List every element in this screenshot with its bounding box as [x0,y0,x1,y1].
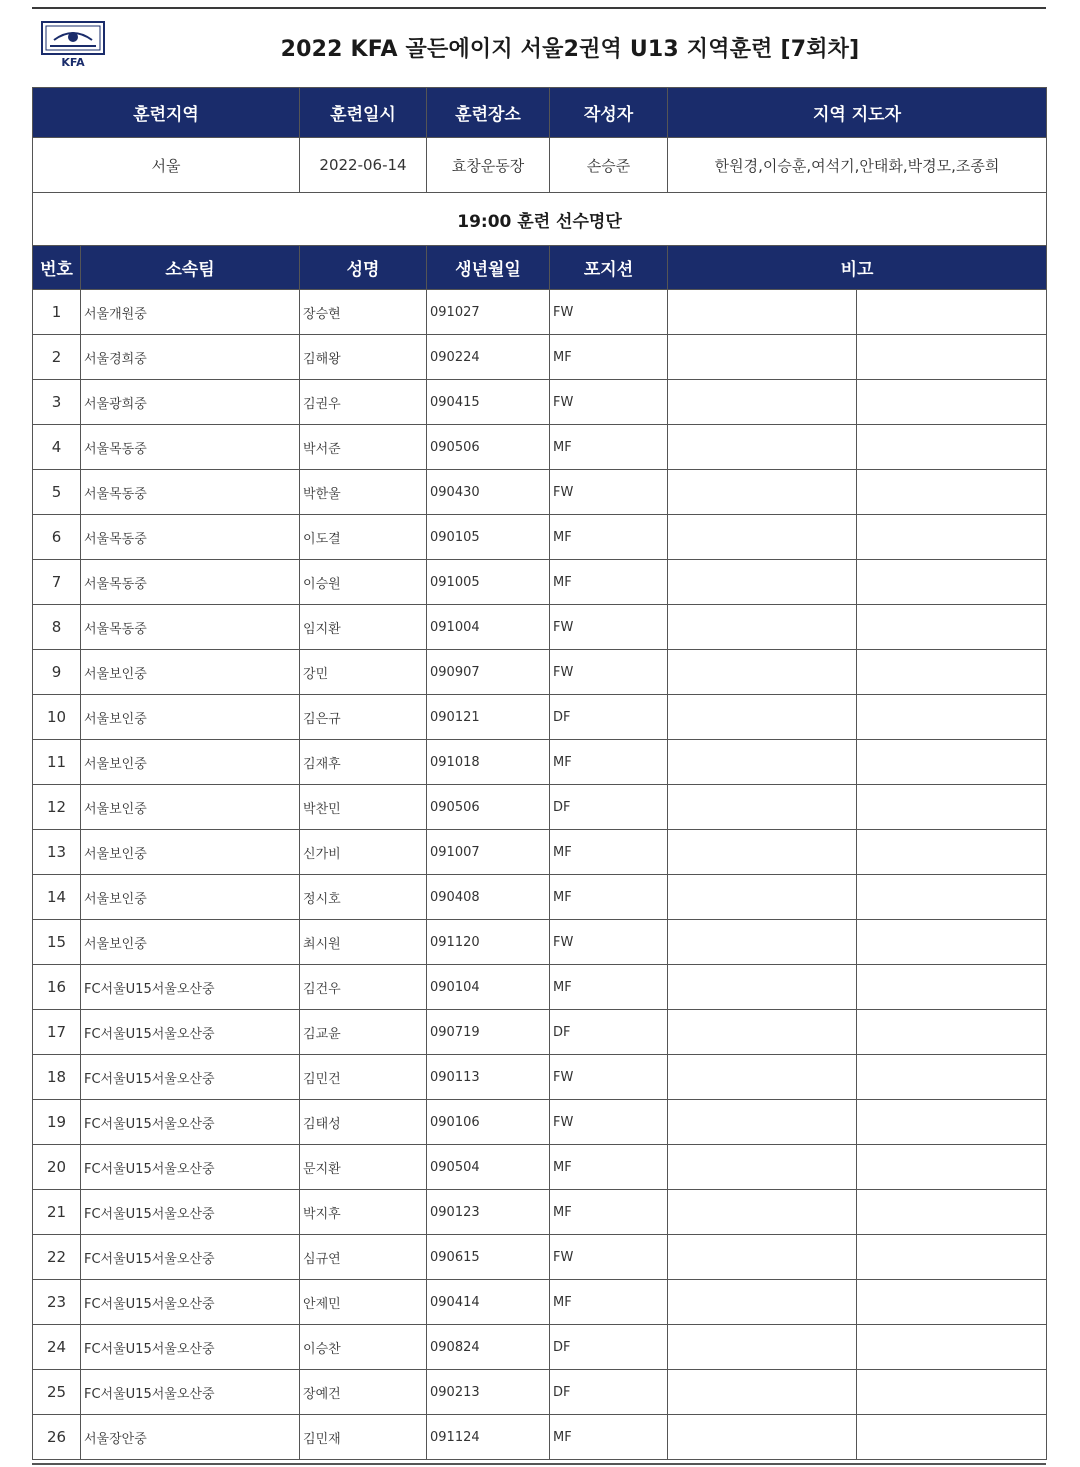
player-remark-2 [857,875,1047,920]
player-name: 안제민 [300,1280,427,1325]
player-position: FW [550,470,668,515]
player-name: 이승원 [300,560,427,605]
header-team: 소속팀 [81,246,300,290]
player-number: 25 [33,1370,81,1415]
player-position: MF [550,515,668,560]
player-name: 이도결 [300,515,427,560]
player-remark-2 [857,965,1047,1010]
logo-text: KFA [61,56,85,68]
table-row [33,560,1047,605]
player-remark-1 [668,1325,857,1370]
player-number: 19 [33,1100,81,1145]
header-venue: 훈련장소 [427,88,550,138]
player-birthdate: 090907 [427,650,550,695]
player-position: FW [550,380,668,425]
player-birthdate: 091124 [427,1415,550,1460]
player-number: 14 [33,875,81,920]
player-number: 1 [33,290,81,335]
player-number: 16 [33,965,81,1010]
player-team: 서울목동중 [81,560,300,605]
bottom-rule [32,1463,1046,1465]
player-number: 9 [33,650,81,695]
header-writer: 작성자 [550,88,668,138]
player-remark-1 [668,1100,857,1145]
player-birthdate: 090506 [427,785,550,830]
player-birthdate: 090415 [427,380,550,425]
player-remark-2 [857,695,1047,740]
header-name: 성명 [300,246,427,290]
player-birthdate: 090105 [427,515,550,560]
player-name: 강민 [300,650,427,695]
player-remark-2 [857,470,1047,515]
table-row [33,470,1047,515]
header-birthdate: 생년월일 [427,246,550,290]
info-row [33,138,1047,193]
player-team: FC서울U15서울오산중 [81,965,300,1010]
player-remark-2 [857,1055,1047,1100]
player-birthdate: 090506 [427,425,550,470]
info-header-row [33,88,1047,138]
player-team: FC서울U15서울오산중 [81,1055,300,1100]
player-remark-1 [668,1370,857,1415]
player-position: MF [550,335,668,380]
player-team: 서울보인중 [81,695,300,740]
player-remark-2 [857,785,1047,830]
roster-body [33,290,1047,1460]
player-team: 서울보인중 [81,875,300,920]
table-row [33,1145,1047,1190]
player-team: 서울목동중 [81,515,300,560]
player-remark-2 [857,1190,1047,1235]
player-number: 11 [33,740,81,785]
player-position: DF [550,1010,668,1055]
player-number: 8 [33,605,81,650]
player-team: FC서울U15서울오산중 [81,1145,300,1190]
player-remark-1 [668,695,857,740]
player-remark-1 [668,920,857,965]
player-remark-2 [857,1325,1047,1370]
player-team: 서울보인중 [81,830,300,875]
player-remark-2 [857,560,1047,605]
player-name: 김재후 [300,740,427,785]
player-number: 5 [33,470,81,515]
header-region: 훈련지역 [33,88,300,138]
player-position: MF [550,560,668,605]
player-team: 서울목동중 [81,605,300,650]
player-team: 서울보인중 [81,650,300,695]
player-remark-1 [668,335,857,380]
player-position: MF [550,965,668,1010]
player-team: 서울장안중 [81,1415,300,1460]
table-row [33,785,1047,830]
player-number: 6 [33,515,81,560]
player-number: 4 [33,425,81,470]
player-name: 김교윤 [300,1010,427,1055]
player-birthdate: 091120 [427,920,550,965]
kfa-logo [40,20,106,68]
player-remark-1 [668,1055,857,1100]
player-name: 심규연 [300,1235,427,1280]
player-birthdate: 090414 [427,1280,550,1325]
player-birthdate: 090106 [427,1100,550,1145]
player-team: FC서울U15서울오산중 [81,1010,300,1055]
table-row [33,1325,1047,1370]
player-birthdate: 090504 [427,1145,550,1190]
player-position: MF [550,740,668,785]
player-position: MF [550,425,668,470]
player-team: FC서울U15서울오산중 [81,1325,300,1370]
player-remark-2 [857,335,1047,380]
player-birthdate: 091004 [427,605,550,650]
player-birthdate: 090615 [427,1235,550,1280]
player-name: 김민재 [300,1415,427,1460]
player-number: 2 [33,335,81,380]
player-team: 서울보인중 [81,920,300,965]
player-remark-2 [857,290,1047,335]
table-row [33,965,1047,1010]
player-number: 15 [33,920,81,965]
player-remark-1 [668,380,857,425]
player-birthdate: 090719 [427,1010,550,1055]
table-row [33,1235,1047,1280]
table-row [33,335,1047,380]
player-number: 23 [33,1280,81,1325]
player-remark-1 [668,1145,857,1190]
table-row [33,1010,1047,1055]
player-team: 서울목동중 [81,470,300,515]
date-value: 2022-06-14 [300,138,427,193]
player-name: 문지환 [300,1145,427,1190]
table-row [33,1415,1047,1460]
player-remark-1 [668,650,857,695]
player-remark-1 [668,830,857,875]
player-remark-1 [668,425,857,470]
player-birthdate: 090824 [427,1325,550,1370]
player-number: 17 [33,1010,81,1055]
player-remark-1 [668,740,857,785]
player-position: MF [550,830,668,875]
player-remark-2 [857,1280,1047,1325]
player-team: FC서울U15서울오산중 [81,1235,300,1280]
player-team: 서울개원중 [81,290,300,335]
player-remark-2 [857,1010,1047,1055]
player-name: 임지환 [300,605,427,650]
player-number: 10 [33,695,81,740]
header-date: 훈련일시 [300,88,427,138]
player-name: 김태성 [300,1100,427,1145]
player-number: 7 [33,560,81,605]
player-number: 18 [33,1055,81,1100]
player-position: MF [550,1415,668,1460]
player-birthdate: 091018 [427,740,550,785]
player-name: 신가비 [300,830,427,875]
player-birthdate: 090408 [427,875,550,920]
player-name: 이승찬 [300,1325,427,1370]
table-row [33,605,1047,650]
player-remark-1 [668,965,857,1010]
player-position: DF [550,1325,668,1370]
roster-header-row [33,246,1047,290]
player-birthdate: 091005 [427,560,550,605]
player-remark-2 [857,1100,1047,1145]
player-remark-2 [857,605,1047,650]
venue-value: 효창운동장 [427,138,550,193]
player-remark-1 [668,290,857,335]
player-number: 13 [33,830,81,875]
player-remark-1 [668,605,857,650]
session-title-row [33,193,1047,246]
table-row [33,1370,1047,1415]
player-birthdate: 090113 [427,1055,550,1100]
player-remark-2 [857,380,1047,425]
session-title: 19:00 훈련 선수명단 [33,193,1047,246]
player-remark-1 [668,875,857,920]
player-position: FW [550,1100,668,1145]
region-value: 서울 [33,138,300,193]
player-remark-2 [857,650,1047,695]
player-birthdate: 090121 [427,695,550,740]
player-position: DF [550,1370,668,1415]
player-birthdate: 090123 [427,1190,550,1235]
player-team: 서울보인중 [81,785,300,830]
player-position: FW [550,650,668,695]
player-team: FC서울U15서울오산중 [81,1280,300,1325]
table-row [33,875,1047,920]
player-birthdate: 091007 [427,830,550,875]
player-name: 박지후 [300,1190,427,1235]
player-name: 김은규 [300,695,427,740]
player-remark-1 [668,470,857,515]
player-number: 24 [33,1325,81,1370]
player-remark-1 [668,1415,857,1460]
player-name: 장승현 [300,290,427,335]
player-name: 박찬민 [300,785,427,830]
player-name: 박서준 [300,425,427,470]
player-name: 김건우 [300,965,427,1010]
player-team: 서울목동중 [81,425,300,470]
player-name: 김해왕 [300,335,427,380]
player-birthdate: 091027 [427,290,550,335]
header-remarks: 비고 [668,246,1047,290]
player-position: FW [550,290,668,335]
training-roster-table [32,87,1047,1460]
player-team: FC서울U15서울오산중 [81,1370,300,1415]
player-birthdate: 090430 [427,470,550,515]
writer-value: 손승준 [550,138,668,193]
player-birthdate: 090213 [427,1370,550,1415]
top-rule [32,7,1046,9]
player-remark-2 [857,1235,1047,1280]
player-name: 박한울 [300,470,427,515]
player-remark-2 [857,425,1047,470]
player-team: FC서울U15서울오산중 [81,1100,300,1145]
player-position: MF [550,875,668,920]
player-number: 26 [33,1415,81,1460]
player-remark-1 [668,1235,857,1280]
player-position: FW [550,1055,668,1100]
header-position: 포지션 [550,246,668,290]
player-number: 3 [33,380,81,425]
coaches-value: 한원경,이승훈,여석기,안태화,박경모,조종희 [668,138,1047,193]
player-position: DF [550,695,668,740]
player-position: MF [550,1190,668,1235]
header-coaches: 지역 지도자 [668,88,1047,138]
player-name: 최시원 [300,920,427,965]
table-row [33,290,1047,335]
player-remark-1 [668,785,857,830]
player-team: 서울광희중 [81,380,300,425]
player-position: FW [550,605,668,650]
table-row [33,920,1047,965]
page-title: 2022 KFA 골든에이지 서울2권역 U13 지역훈련 [7회차] [280,37,860,62]
player-remark-2 [857,1415,1047,1460]
player-remark-2 [857,515,1047,560]
player-position: DF [550,785,668,830]
player-position: MF [550,1145,668,1190]
player-name: 장예건 [300,1370,427,1415]
player-remark-2 [857,740,1047,785]
player-name: 김권우 [300,380,427,425]
player-remark-1 [668,1010,857,1055]
player-name: 김민건 [300,1055,427,1100]
table-row [33,1055,1047,1100]
player-birthdate: 090224 [427,335,550,380]
player-number: 12 [33,785,81,830]
player-remark-1 [668,1190,857,1235]
table-row [33,425,1047,470]
player-remark-2 [857,830,1047,875]
table-row [33,1190,1047,1235]
player-remark-1 [668,515,857,560]
table-row [33,515,1047,560]
player-birthdate: 090104 [427,965,550,1010]
table-row [33,695,1047,740]
player-remark-2 [857,1145,1047,1190]
player-position: MF [550,1280,668,1325]
table-row [33,1100,1047,1145]
player-remark-2 [857,920,1047,965]
player-team: 서울보인중 [81,740,300,785]
table-row [33,1280,1047,1325]
player-number: 20 [33,1145,81,1190]
player-team: FC서울U15서울오산중 [81,1190,300,1235]
player-remark-1 [668,1280,857,1325]
player-position: FW [550,920,668,965]
player-remark-2 [857,1370,1047,1415]
player-number: 22 [33,1235,81,1280]
player-position: FW [550,1235,668,1280]
player-remark-1 [668,560,857,605]
table-row [33,380,1047,425]
player-number: 21 [33,1190,81,1235]
player-name: 정시호 [300,875,427,920]
table-row [33,740,1047,785]
header-number: 번호 [33,246,81,290]
table-row [33,650,1047,695]
table-row [33,830,1047,875]
player-team: 서울경희중 [81,335,300,380]
